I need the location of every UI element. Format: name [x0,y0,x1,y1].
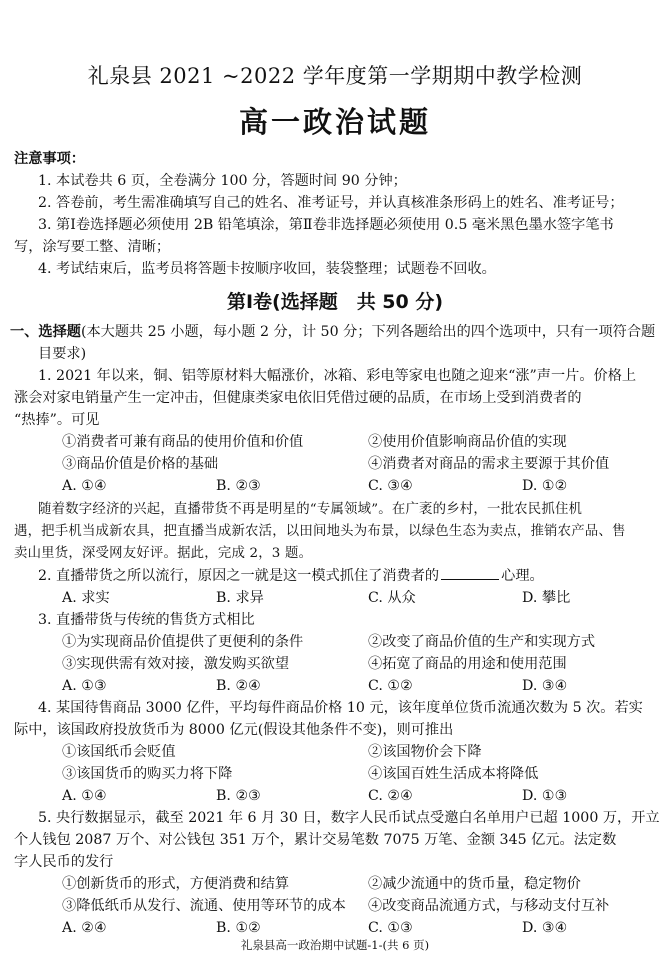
question-1-statement-3: ③商品价值是价格的基础 [62,456,219,472]
notice-item: 2. 答卷前，考生需准确填写自己的姓名、准考证号，并认真核准条形码上的姓名、准考证号； [38,195,624,211]
notice-item-continued: 写，涂写要工整、清晰； [14,239,171,255]
page-footer: 礼泉县高一政治期中试题-1-(共 6 页) [240,938,430,952]
question-3-statement-1: ①为实现商品价值提供了更便利的条件 [62,634,304,650]
question-5-option-b: B. ①② [216,920,261,936]
question-5-statement-1: ①创新货币的形式，方便消费和结算 [62,876,290,892]
question-4-statement-3: ③该国货币的购买力将下降 [62,766,233,782]
section-instructions-continued: 目要求) [38,346,87,362]
notice-item: 1. 本试卷共 6 页，全卷满分 100 分，答题时间 90 分钟； [38,173,407,189]
notice-item: 3. 第Ⅰ卷选择题必须使用 2B 铅笔填涂，第Ⅱ卷非选择题必须使用 0.5 毫米黑色墨水签字笔书 [38,217,614,233]
question-1-option-b: B. ②③ [216,478,261,494]
section-instructions-text: (本大题共 25 小题，每小题 2 分，计 50 分；下列各题给出的四个选项中，只有一项符合题 [80,324,656,340]
question-4-statement-4: ④该国百姓生活成本将降低 [368,766,539,782]
question-5-statement-4: ④改变商品流通方式，与移动支付互补 [368,898,610,914]
question-5-stem: 5. 央行数据显示，截至 2021 年 6 月 30 日，数字人民币试点受邀白名单用户已超 1000 万，开立 [38,810,660,826]
question-2-option-b: B. 求异 [216,590,264,606]
question-2-stem-end: 心理。 [501,568,544,584]
question-1-stem: 涨会对家电销量产生一定冲击，但健康类家电依旧凭借过硬的品质，在市场上受到消费者的 [14,390,582,406]
question-1-statement-1: ①消费者可兼有商品的使用价值和价值 [62,434,304,450]
question-4-stem: 际中，该国政府投放货币为 8000 亿元(假设其他条件不变)，则可推出 [14,722,454,738]
question-2-option-c: C. 从众 [368,590,416,606]
question-5-stem: 字人民币的发行 [14,854,114,870]
question-2-option-d: D. 攀比 [522,590,571,606]
question-3-option-c: C. ①② [368,678,413,694]
question-1-option-a: A. ①④ [62,478,107,494]
section-instructions [10,321,655,343]
question-3-option-b: B. ②④ [216,678,261,694]
question-1-option-c: C. ③④ [368,478,413,494]
question-1-statement-2: ②使用价值影响商品价值的实现 [368,434,567,450]
question-4-statement-2: ②该国物价会下降 [368,744,482,760]
question-4-option-b: B. ②③ [216,788,261,804]
question-1-stem: 1. 2021 年以来，铜、铝等原材料大幅涨价，冰箱、彩电等家电也随之迎来“涨”声一片。价格上 [38,368,637,384]
notice-item: 4. 考试结束后，监考员将答题卡按顺序收回，装袋整理；试题卷不回收。 [38,261,496,277]
question-3-statement-2: ②改变了商品价值的生产和实现方式 [368,634,596,650]
question-1-statement-4: ④消费者对商品的需求主要源于其价值 [368,456,610,472]
question-3-statement-3: ③实现供需有效对接，激发购买欲望 [62,656,290,672]
question-5-option-d: D. ③④ [522,920,568,936]
question-4-option-a: A. ①④ [62,788,107,804]
section-instructions-label: 一、选择题 [10,324,81,340]
question-3-stem: 3. 直播带货与传统的售货方式相比 [38,612,255,628]
question-4-stem: 4. 某国待售商品 3000 亿件，平均每件商品价格 10 元，该年度单位货币流通次数为 5 次。若实 [38,700,643,716]
question-2-stem-start: 2. 直播带货之所以流行，原因之一就是这一模式抓住了消费者的 [38,568,440,584]
question-5-statement-3: ③降低纸币从发行、流通、使用等环节的成本 [62,898,346,914]
question-4-option-c: C. ②④ [368,788,413,804]
question-2-option-a: A. 求实 [62,590,110,606]
exam-header-title: 礼泉县 2021 ~2022 学年度第一学期期中教学检测 [87,64,583,88]
passage-text: 随着数字经济的兴起，直播带货不再是明星的“专属领域”。在广袤的乡村，一批农民抓住机 [38,502,583,517]
question-3-statement-4: ④拓宽了商品的用途和使用范围 [368,656,567,672]
notice-heading: 注意事项： [14,151,85,167]
question-5-statement-2: ②减少流通中的货币量，稳定物价 [368,876,581,892]
question-1-option-d: D. ①② [522,478,568,494]
question-3-option-a: A. ①③ [62,678,107,694]
question-5-option-a: A. ②④ [62,920,107,936]
question-4-option-d: D. ①③ [522,788,568,804]
passage-text: 遇，把手机当成新农具，把直播当成新农活，以田间地头为布景，以绿色生态为卖点，推销农产品、售 [14,524,626,539]
section-title: 第Ⅰ卷(选择题 共 50 分) [226,291,444,313]
exam-subject-title: 高一政治试题 [238,105,431,139]
passage-text: 卖山里货，深受网友好评。据此，完成 2，3 题。 [14,546,313,561]
question-3-option-d: D. ③④ [522,678,568,694]
answer-blank [441,565,499,580]
question-2-stem [38,565,544,587]
question-4-statement-1: ①该国纸币会贬值 [62,744,176,760]
question-5-stem: 个人钱包 2087 万个、对公钱包 351 万个，累计交易笔数 7075 万笔、金额 345 亿元。法定数 [14,832,617,848]
question-5-option-c: C. ①③ [368,920,413,936]
question-1-stem: “热捧”。可见 [14,412,100,428]
